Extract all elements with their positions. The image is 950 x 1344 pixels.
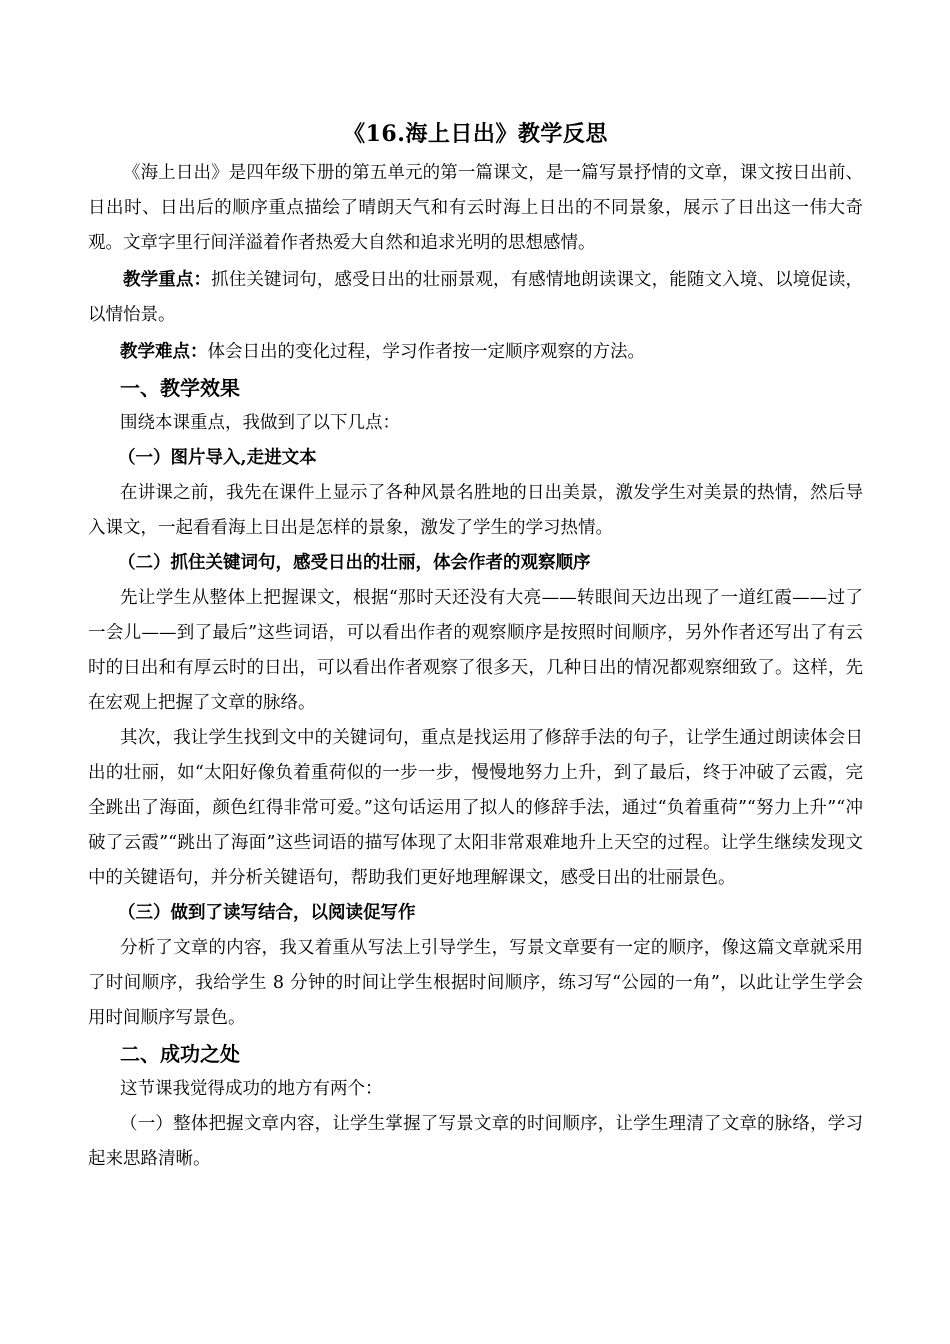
key-point-label: 教学重点： [123,270,212,290]
key-point-paragraph [88,263,863,333]
document-page [88,118,863,1177]
sub3-heading: （三）做到了读写结合，以阅读促写作 [118,903,416,923]
sub1-heading: （一）图片导入,走进文本 [118,448,317,468]
section2-item1: （一）整体把握文章内容，让学生掌握了写景文章的时间顺序，让学生理清了文章的脉络，学习起来思路清晰。 [88,1114,863,1169]
section2-heading: 二、成功之处 [120,1042,240,1066]
sub2-para2: 其次，我让学生找到文中的关键词句，重点是找运用了修辞手法的句子，让学生通过朗读体会日出的壮丽，如“太阳好像负着重荷似的一步一步，慢慢地努力上升，到了最后，终于冲破了云霞，完全跳出了海面，颜色红得非常可爱。”这句话运用了拟人的修辞手法，通过“负着重荷”“努力上升”“冲破了云霞”“跳出了海面”这些词语的描写体现了太阳非常艰难地升上天空的过程。让学生继续发现文中的关键语句，并分析关键语句，帮助我们更好地理解课文，感受日出的壮丽景色。 [88,728,863,888]
difficulty-label: 教学难点： [120,342,208,362]
sub1-text: 在讲课之前，我先在课件上显示了各种风景名胜地的日出美景，激发学生对美景的热情，然后导入课文，一起看看海上日出是怎样的景象，激发了学生的学习热情。 [88,483,863,538]
section2-intro: 这节课我觉得成功的地方有两个： [120,1079,383,1099]
difficulty-paragraph [88,335,863,370]
document-title: 《16.海上日出》教学反思 [343,121,608,147]
key-point-text: 抓住关键词句，感受日出的壮丽景观，有感情地朗读课文，能随文入境、以境促读，以情怡景。 [88,270,863,325]
intro-paragraph: 《海上日出》是四年级下册的第五单元的第一篇课文，是一篇写景抒情的文章，课文按日出前、日出时、日出后的顺序重点描绘了晴朗天气和有云时海上日出的不同景象，展示了日出这一伟大奇观。文章字里行间洋溢着作者热爱大自然和追求光明的思想感情。 [88,163,863,253]
sub2-para1: 先让学生从整体上把握课文，根据“那时天还没有大亮——转眼间天边出现了一道红霞——过了一会儿——到了最后”这些词语，可以看出作者的观察顺序是按照时间顺序，另外作者还写出了有云时的日出和有厚云时的日出，可以看出作者观察了很多天，几种日出的情况都观察细致了。这样，先在宏观上把握了文章的脉络。 [88,588,863,713]
section1-intro: 围绕本课重点，我做到了以下几点： [120,413,400,433]
sub2-heading: （二）抓住关键词句，感受日出的壮丽，体会作者的观察顺序 [118,553,591,573]
difficulty-text: 体会日出的变化过程，学习作者按一定顺序观察的方法。 [207,342,645,362]
section1-heading: 一、教学效果 [120,376,240,400]
sub3-text: 分析了文章的内容，我又着重从写法上引导学生，写景文章要有一定的顺序，像这篇文章就采用了时间顺序，我给学生 8 分钟的时间让学生根据时间顺序，练习写“公园的一角”，以此让学生学会用时间顺序写景色。 [88,938,863,1028]
